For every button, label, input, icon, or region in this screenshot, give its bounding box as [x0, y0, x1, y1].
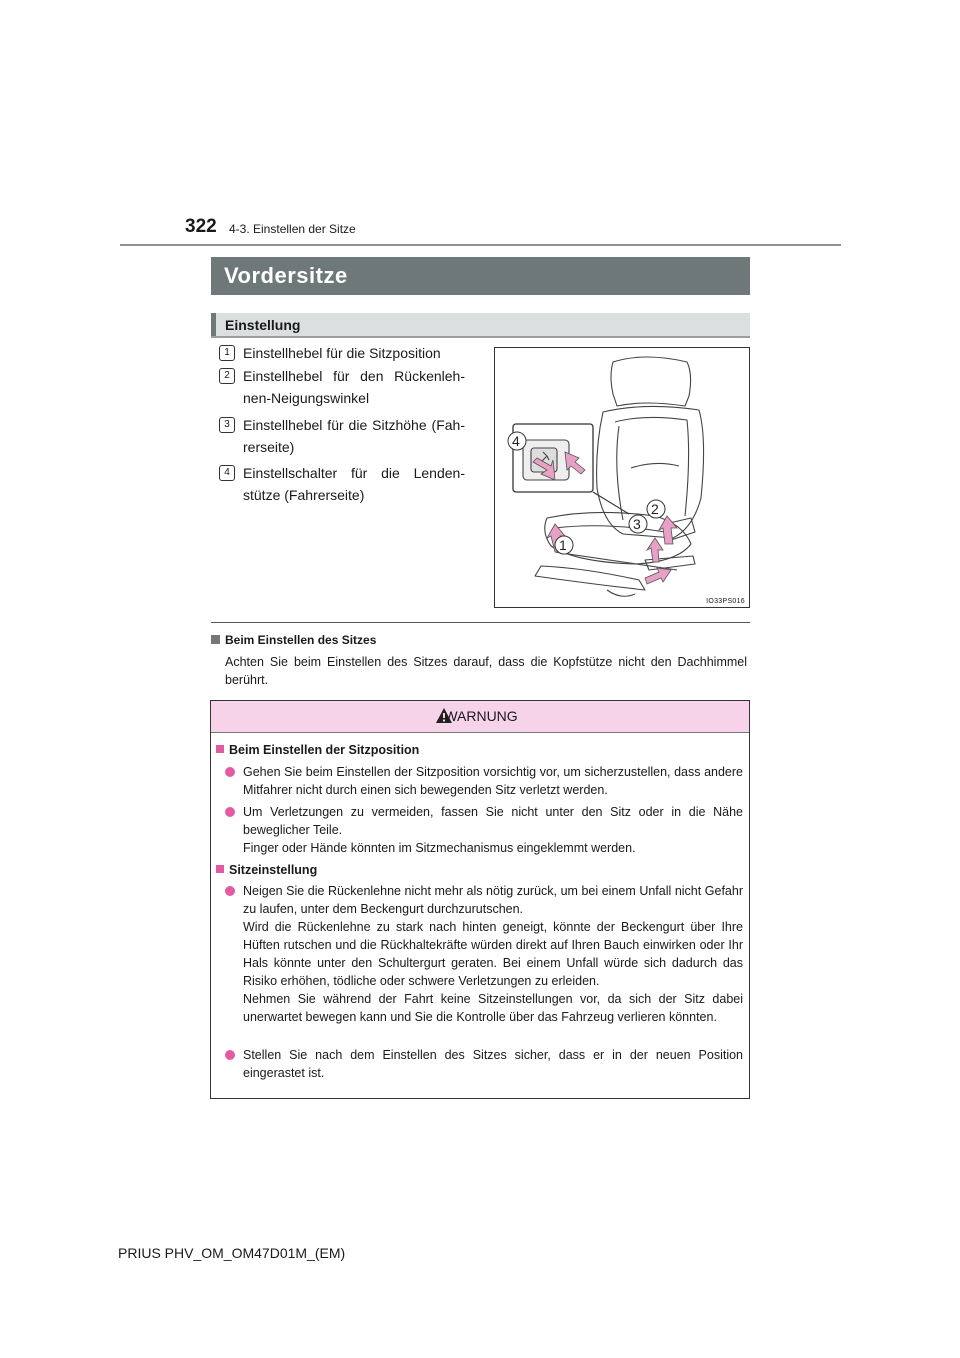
callout-1: 1: [559, 537, 567, 553]
warning-bullet: [225, 1046, 743, 1082]
bullet-dot-icon: [225, 886, 235, 896]
figure-code: IO33PS016: [706, 598, 745, 605]
item-number-badge: 1: [219, 345, 235, 361]
item-text: Einstellhebel für den Rückenlehnen-Neigungswinkel: [243, 368, 465, 406]
item-number-badge: 3: [219, 417, 235, 433]
callout-3: 3: [633, 516, 641, 532]
header-rule: [120, 244, 841, 246]
section-subheading: Einstellung: [211, 313, 750, 338]
bullet-text: Um Verletzungen zu vermeiden, fassen Sie nicht unter den Sitz oder in die Nähe beweglicher Teile.: [243, 805, 743, 837]
warning-bullet: [225, 882, 743, 1026]
item-number-badge: 2: [219, 368, 235, 384]
subheading-rule: [211, 336, 750, 338]
bullet-dot-icon: [225, 807, 235, 817]
warning-subheading-text: Sitzeinstellung: [229, 863, 318, 877]
footer-doc-id: PRIUS PHV_OM_OM47D01M_(EM): [118, 1245, 346, 1261]
warning-subheading: [216, 743, 419, 757]
callout-2: 2: [651, 501, 659, 517]
bullet-text: Gehen Sie beim Einstellen der Sitzposition vorsichtig vor, um sicherzustellen, dass andere Mitfahrer nicht durch einen sich bewegenden Sitz verletzt werden.: [243, 765, 743, 797]
item-text: Einstellhebel für die Sitzposition: [243, 345, 441, 361]
list-item: [219, 414, 465, 458]
seat-illustration: [495, 348, 749, 607]
note-heading-text: Beim Einstellen des Sitzes: [225, 633, 377, 647]
bullet-text: Nehmen Sie während der Fahrt keine Sitzeinstellungen vor, da sich der Sitz dabei unerwartet bewegen kann und Sie die Kontrolle über das Fahrzeug verlieren könnten.: [243, 992, 743, 1024]
list-item: [219, 365, 465, 409]
item-text: Einstellschalter für die Lendenstütze (Fahrerseite): [243, 465, 465, 503]
page-title: Vordersitze: [211, 257, 750, 295]
warning-subheading-text: Beim Einstellen der Sitzposition: [229, 743, 420, 757]
bullet-text: Wird die Rückenlehne zu stark nach hinten geneigt, könnte der Beckengurt über Ihre Hüften rutschen und die Rückhaltekräfte würden direkt auf Ihren Bauch einwirken oder Ihr Hals könnte unter den Schultergurt geraten. Bei einem Unfall würde sich dadurch das Risiko erhöhen, tödliche oder schwere Verletzungen zu erleiden.: [243, 920, 743, 988]
bullet-text: Finger oder Hände könnten im Sitzmechanismus eingeklemmt werden.: [243, 841, 636, 855]
square-bullet-icon: [216, 745, 224, 753]
bullet-text: Neigen Sie die Rückenlehne nicht mehr als nötig zurück, um bei einem Unfall nicht Gefahr zu laufen, unter dem Beckengurt durchzurutschen.: [243, 884, 743, 916]
section-rule: [211, 622, 750, 623]
square-bullet-icon: [216, 865, 224, 873]
list-item: [219, 462, 465, 506]
list-item: [219, 342, 465, 364]
note-heading: [211, 633, 376, 647]
square-bullet-icon: [211, 635, 220, 644]
page-number: 322: [185, 216, 217, 237]
warning-header: [211, 701, 749, 733]
warning-box: [210, 700, 750, 1099]
bullet-text: Stellen Sie nach dem Einstellen des Sitzes sicher, dass er in der neuen Position eingerastet ist.: [243, 1048, 743, 1080]
warning-title: WARNUNG: [444, 708, 518, 724]
bullet-dot-icon: [225, 767, 235, 777]
note-text: Achten Sie beim Einstellen des Sitzes darauf, dass die Kopfstütze nicht den Dachhimmel berührt.: [225, 655, 747, 687]
running-head: 4-3. Einstellen der Sitze: [229, 222, 356, 236]
callout-4: 4: [512, 433, 520, 449]
warning-subheading: [216, 863, 317, 877]
item-number-badge: 4: [219, 465, 235, 481]
warning-bullet: [225, 763, 743, 799]
bullet-dot-icon: [225, 1050, 235, 1060]
item-text: Einstellhebel für die Sitzhöhe (Fahrerseite): [243, 417, 465, 455]
seat-figure: [494, 347, 750, 608]
warning-bullet: [225, 803, 743, 857]
